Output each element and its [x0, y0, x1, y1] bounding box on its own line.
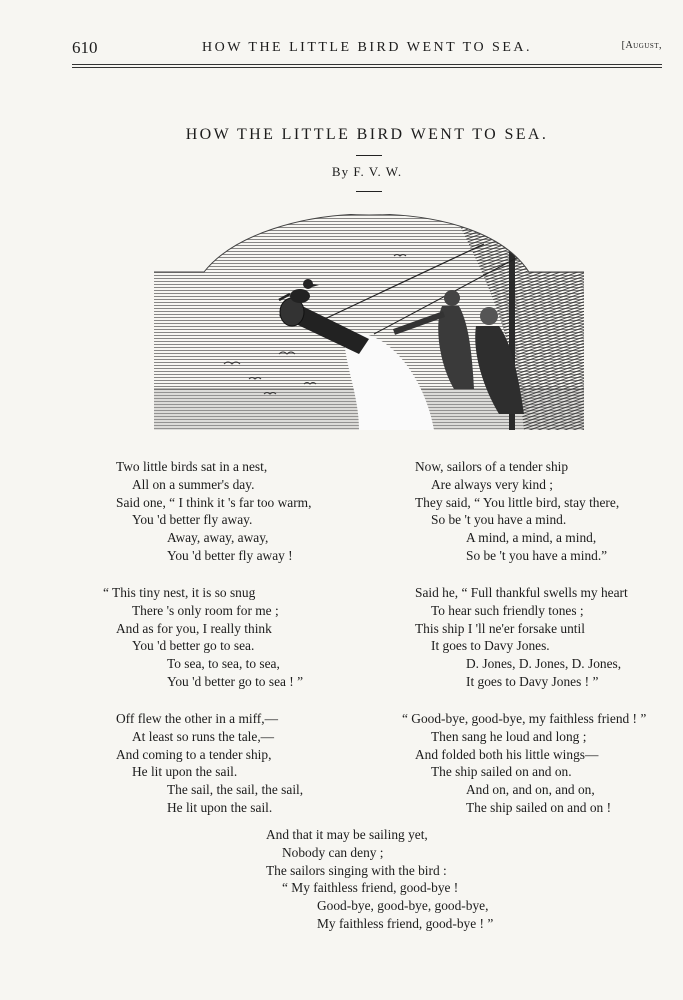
- verse-line: At least so runs the tale,—: [132, 728, 275, 744]
- stanza: [116, 458, 311, 565]
- verse-line: Nobody can deny ;: [282, 844, 384, 860]
- running-month: [August,: [621, 40, 662, 51]
- verse-line: Are always very kind ;: [431, 476, 553, 492]
- poem-title: HOW THE LITTLE BIRD WENT TO SEA.: [185, 126, 549, 143]
- stanza: [266, 826, 493, 933]
- verse-line: D. Jones, D. Jones, D. Jones,: [466, 656, 622, 672]
- verse-line: The ship sailed on and on.: [431, 764, 572, 780]
- verse-line: He lit upon the sail.: [167, 799, 273, 815]
- verse-line: So be 't you have a mind.”: [466, 547, 608, 563]
- verse-line: And on, and on, and on,: [466, 782, 595, 798]
- verse-line: To sea, to sea, to sea,: [167, 656, 280, 672]
- byline-divider: [356, 191, 382, 192]
- verse-line: There 's only room for me ;: [132, 602, 279, 618]
- verse-line: “ This tiny nest, it is so snug: [103, 585, 256, 600]
- header-rule-thin: [72, 67, 662, 68]
- stanza: [116, 710, 303, 817]
- running-title: HOW THE LITTLE BIRD WENT TO SEA.: [201, 40, 533, 55]
- verse-line: You 'd better fly away.: [132, 512, 253, 528]
- verse-line: A mind, a mind, a mind,: [466, 530, 597, 546]
- verse-line: And that it may be sailing yet,: [266, 827, 428, 842]
- verse-line: This ship I 'll ne'er forsake until: [415, 620, 585, 636]
- title-divider: [356, 155, 382, 156]
- ship-engraving: [154, 214, 584, 430]
- stanza: [103, 584, 304, 691]
- verse-line: Good-bye, good-bye, good-bye,: [317, 898, 489, 914]
- verse-line: It goes to Davy Jones.: [431, 638, 550, 654]
- verse-line: You 'd better fly away !: [167, 547, 293, 563]
- verse-line: And folded both his little wings—: [415, 746, 599, 762]
- verse-line: Then sang he loud and long ;: [431, 728, 587, 744]
- verse-line: Two little birds sat in a nest,: [116, 459, 268, 474]
- verse-line: All on a summer's day.: [132, 476, 255, 492]
- verse-line: The ship sailed on and on !: [466, 799, 612, 815]
- verse-line: My faithless friend, good-bye ! ”: [317, 915, 494, 931]
- verse-line: Off flew the other in a miff,—: [116, 711, 279, 726]
- stanza: [415, 458, 619, 565]
- stanza: [415, 584, 628, 691]
- stanza: [402, 710, 647, 817]
- verse-line: And as for you, I really think: [116, 620, 272, 636]
- verse-line: To hear such friendly tones ;: [431, 602, 584, 618]
- verse-line: The sail, the sail, the sail,: [167, 782, 304, 798]
- verse-line: Said he, “ Full thankful swells my heart: [415, 585, 628, 600]
- verse-line: Away, away, away,: [167, 530, 269, 546]
- verse-line: Said one, “ I think it 's far too warm,: [116, 494, 312, 510]
- verse-line: “ My faithless friend, good-bye !: [282, 880, 459, 896]
- byline: By F. V. W.: [331, 164, 403, 179]
- verse-line: Now, sailors of a tender ship: [415, 459, 569, 474]
- verse-line: The sailors singing with the bird :: [266, 862, 447, 878]
- verse-line: So be 't you have a mind.: [431, 512, 567, 528]
- header-rule: [72, 64, 662, 65]
- verse-line: “ Good-bye, good-bye, my faithless friend ! ”: [402, 711, 647, 726]
- bird: [290, 289, 310, 303]
- verse-line: And coming to a tender ship,: [116, 746, 272, 762]
- running-header: [72, 38, 662, 58]
- verse-line: You 'd better go to sea.: [132, 638, 255, 654]
- page-number: 610: [72, 38, 98, 57]
- verse-line: It goes to Davy Jones ! ”: [466, 673, 599, 689]
- verse-line: They said, “ You little bird, stay there,: [415, 494, 620, 510]
- verse-line: You 'd better go to sea ! ”: [167, 673, 304, 689]
- verse-line: He lit upon the sail.: [132, 764, 238, 780]
